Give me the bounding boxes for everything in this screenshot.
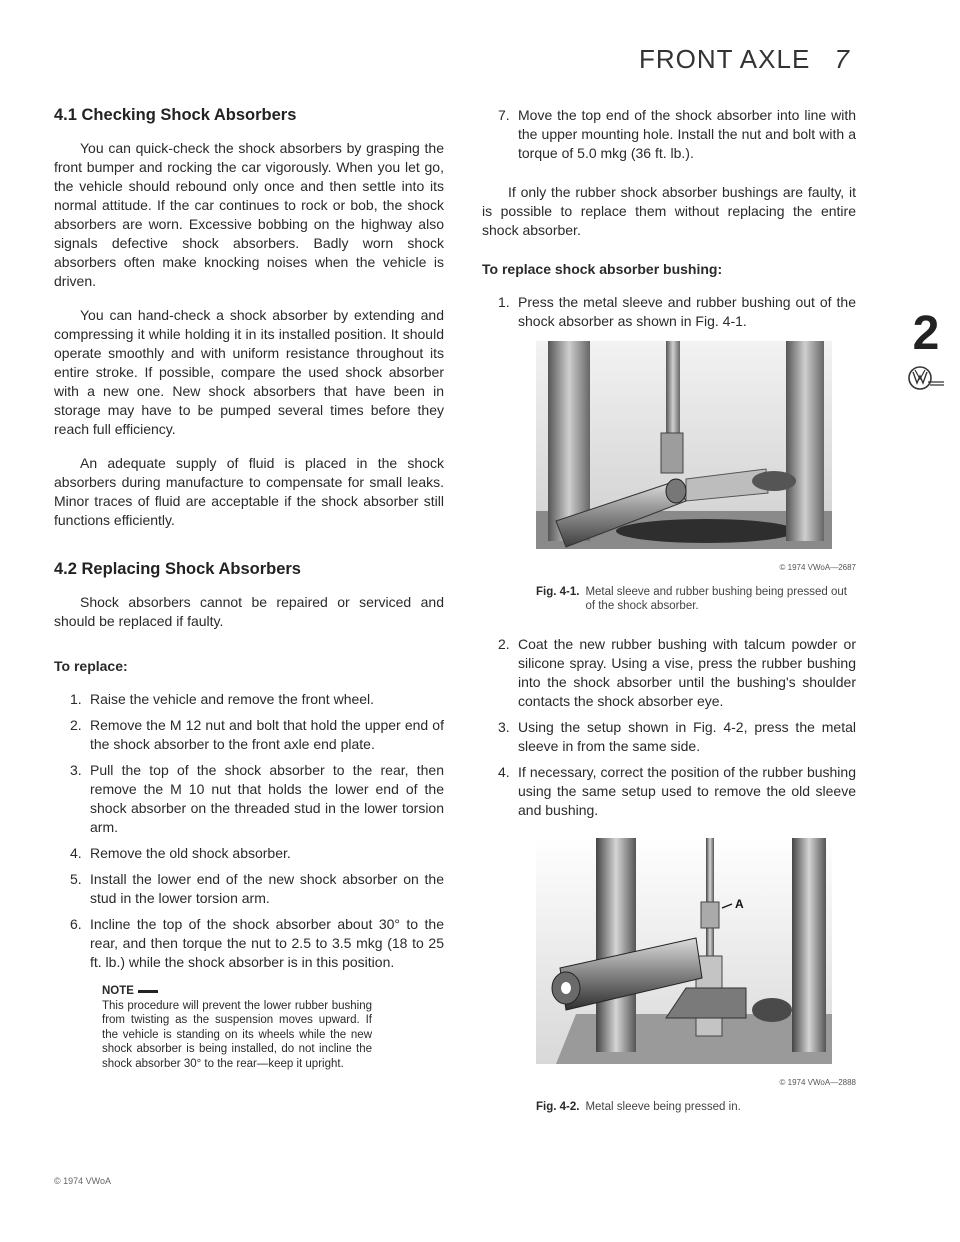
note-title: NOTE [102, 984, 372, 999]
list-item: 1. Press the metal sleeve and rubber bushing out of the shock absorber as shown in Fig. 4-1. [498, 294, 856, 329]
note-box [102, 984, 372, 1071]
right-column [482, 106, 856, 1124]
bushing-steps-list [482, 293, 856, 331]
procedure-heading: To replace: [54, 658, 128, 674]
figure-caption [536, 1100, 856, 1114]
list-item: 5. Install the lower end of the new shock absorber on the stud in the lower torsion arm. [70, 871, 444, 906]
list-item: 7. Move the top end of the shock absorber into line with the upper mounting hole. Install the nut and bolt with a torque of 5.0 mkg (36 ft. lb.). [498, 107, 856, 161]
photo-credit: © 1974 VWoA—2687 [779, 563, 856, 572]
fig-4-1-photo [536, 341, 832, 549]
paragraph: You can hand-check a shock absorber by extending and compressing it while holding it in its installed position. It should operate smoothly and with uniform resistance throughout its entire stroke. If possible, compare the used shock absorber with a new one. New shock absorbers that have been in storage may have to be pumped several times before they reach full efficiency. [54, 307, 444, 437]
caption-label: Fig. 4-1. [536, 586, 580, 598]
bushing-steps-list-2 [482, 635, 856, 820]
list-item: 3. Pull the top of the shock absorber to the rear, then remove the M 10 nut that holds the lower end of the shock absorber on the threaded stud in the lower torsion arm. [70, 762, 444, 835]
page-header [639, 44, 850, 75]
list-item: 3. Using the setup shown in Fig. 4-2, press the metal sleeve in from the same side. [498, 719, 856, 754]
left-column [54, 106, 444, 1071]
fig-4-2-photo [536, 838, 832, 1064]
paragraph: You can quick-check the shock absorbers by grasping the front bumper and rocking the car vigorously. When you let go, the vehicle should rebound only once and then settle into its normal attitude. If the car continues to rock or bob, the shock absorbers are worn. Excessive bobbing on the highway also signals defective shock absorbers. Badly worn shock absorbers often make knocking noises when the vehicle is driven. [54, 140, 444, 289]
figure-4-1 [482, 341, 856, 613]
section-4-1-title: 4.1 Checking Shock Absorbers [54, 106, 297, 124]
paragraph: Shock absorbers cannot be repaired or serviced and should be replaced if faulty. [54, 594, 444, 629]
list-item: 4. Remove the old shock absorber. [70, 845, 291, 861]
procedure-heading: To replace shock absorber bushing: [482, 261, 723, 277]
replace-steps-list [54, 690, 444, 972]
vw-logo-icon [906, 362, 946, 399]
photo-credit: © 1974 VWoA—2888 [779, 1078, 856, 1087]
list-item: 2. Remove the M 12 nut and bolt that hold the upper end of the shock absorber to the front axle end plate. [70, 717, 444, 752]
header-title: FRONT AXLE [638, 44, 811, 74]
copyright-footer: © 1974 VWoA [54, 1176, 111, 1186]
page-number: 7 [834, 44, 850, 74]
section-4-2-title: 4.2 Replacing Shock Absorbers [54, 560, 301, 578]
paragraph: If only the rubber shock absorber bushings are faulty, it is possible to replace them without replacing the entire shock absorber. [482, 184, 856, 238]
continued-steps-list [482, 106, 856, 163]
list-item: 6. Incline the top of the shock absorber about 30° to the rear, and then torque the nut to 2.5 to 3.5 mkg (18 to 25 ft. lb.) while the shock absorber is in this position. [70, 916, 444, 970]
list-item: 1. Raise the vehicle and remove the front wheel. [70, 691, 375, 707]
paragraph: An adequate supply of fluid is placed in the shock absorbers during manufacture to compensate for small leaks. Minor traces of fluid are acceptable if the shock absorber still functions efficiently. [54, 455, 444, 528]
figure-4-2 [482, 838, 856, 1114]
list-item: 2. Coat the new rubber bushing with talcum powder or silicone spray. Using a vise, press the rubber bushing into the shock absorber until the bushing's shoulder contacts the shock absorber eye. [498, 636, 856, 709]
figure-caption [536, 585, 856, 613]
note-text: This procedure will prevent the lower rubber bushing from twisting as the suspension moves upward. If the vehicle is standing on its wheels while the new shock absorber is being installed, do not incline the shock absorber 30° to the rear—keep it upright. [102, 999, 372, 1070]
list-item: 4. If necessary, correct the position of the rubber bushing using the same setup used to remove the old sleeve and bushing. [498, 764, 856, 818]
caption-text: Metal sleeve being pressed in. [585, 1101, 741, 1113]
caption-label: Fig. 4-2. [536, 1101, 580, 1113]
chapter-number: 2 [912, 307, 940, 360]
callout-a: A [735, 897, 744, 911]
chapter-tab [906, 307, 946, 399]
caption-text: Metal sleeve and rubber bushing being pressed out of the shock absorber. [585, 586, 847, 612]
